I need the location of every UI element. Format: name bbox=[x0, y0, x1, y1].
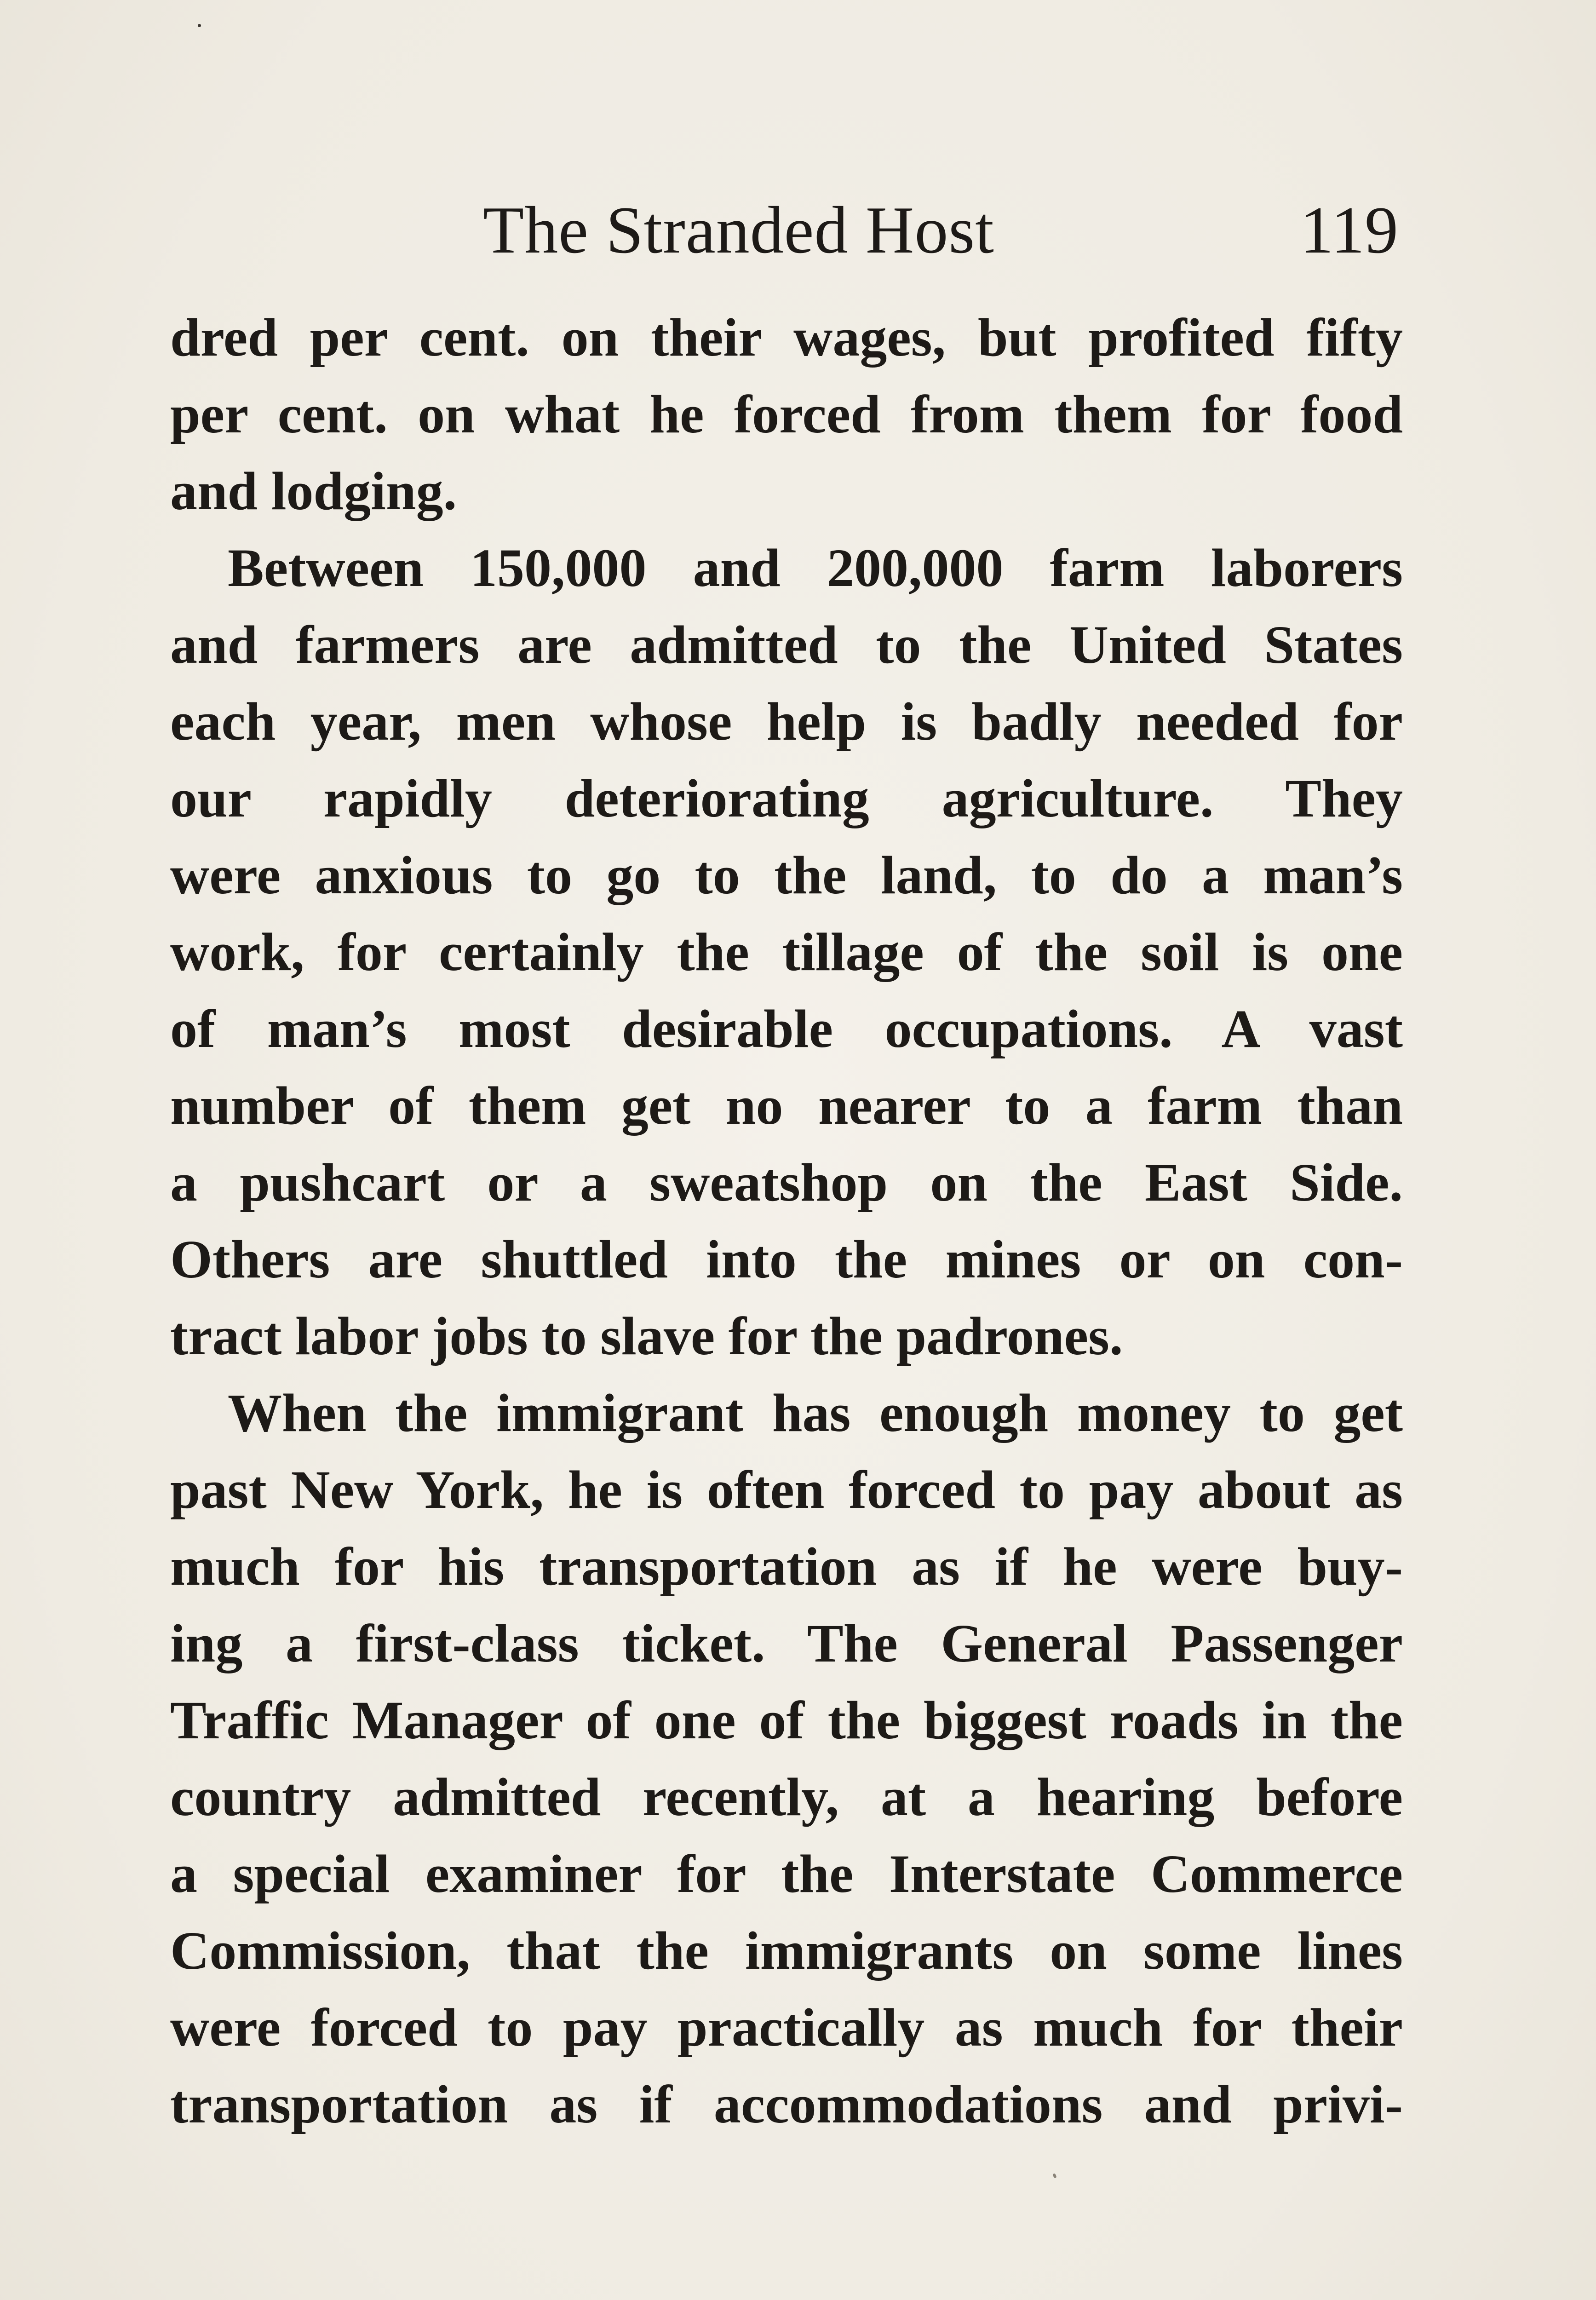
text-line: and lodging. bbox=[170, 461, 457, 521]
text-line: tract labor jobs to slave for the padrones. bbox=[170, 1306, 1123, 1366]
text-line: and farmers are admitted to the United States bbox=[170, 615, 1403, 675]
text-line: each year, men whose help is badly needed for bbox=[170, 691, 1403, 752]
text-line: number of them get no nearer to a farm than bbox=[170, 1075, 1403, 1136]
text-line: country admitted recently, at a hearing before bbox=[170, 1767, 1403, 1827]
text-line: per cent. on what he forced from them for food bbox=[170, 384, 1403, 444]
text-line: Between 150,000 and 200,000 farm laborers bbox=[228, 538, 1403, 598]
text-line: our rapidly deteriorating agriculture. They bbox=[170, 768, 1403, 828]
text-line: of man’s most desirable occupations. A vast bbox=[170, 999, 1403, 1059]
running-head: The Stranded Host bbox=[483, 193, 994, 267]
text-line: past New York, he is often forced to pay about as bbox=[170, 1460, 1403, 1520]
ink-speck bbox=[198, 24, 201, 27]
text-line: were forced to pay practically as much for their bbox=[170, 1997, 1403, 2058]
paper-mark bbox=[1052, 2173, 1057, 2179]
text-line: Traffic Manager of one of the biggest roads in the bbox=[170, 1690, 1403, 1750]
text-line: ing a first-class ticket. The General Passenger bbox=[170, 1613, 1403, 1673]
text-line: dred per cent. on their wages, but profited fifty bbox=[170, 307, 1403, 368]
text-line: work, for certainly the tillage of the soil is one bbox=[170, 922, 1403, 982]
text-line: Others are shuttled into the mines or on con- bbox=[170, 1229, 1403, 1289]
text-line: a special examiner for the Interstate Commerce bbox=[170, 1844, 1403, 1904]
text-line: transportation as if accommodations and privi- bbox=[170, 2074, 1403, 2134]
text-line: When the immigrant has enough money to get bbox=[228, 1383, 1403, 1443]
body-text bbox=[170, 299, 1403, 2143]
text-line: were anxious to go to the land, to do a man’s bbox=[170, 845, 1403, 905]
text-line: Commission, that the immigrants on some lines bbox=[170, 1920, 1403, 1981]
page-header bbox=[170, 184, 1403, 276]
text-line: a pushcart or a sweatshop on the East Side. bbox=[170, 1152, 1403, 1213]
text-line: much for his transportation as if he were buy- bbox=[170, 1536, 1403, 1597]
page-number: 119 bbox=[1300, 193, 1398, 267]
